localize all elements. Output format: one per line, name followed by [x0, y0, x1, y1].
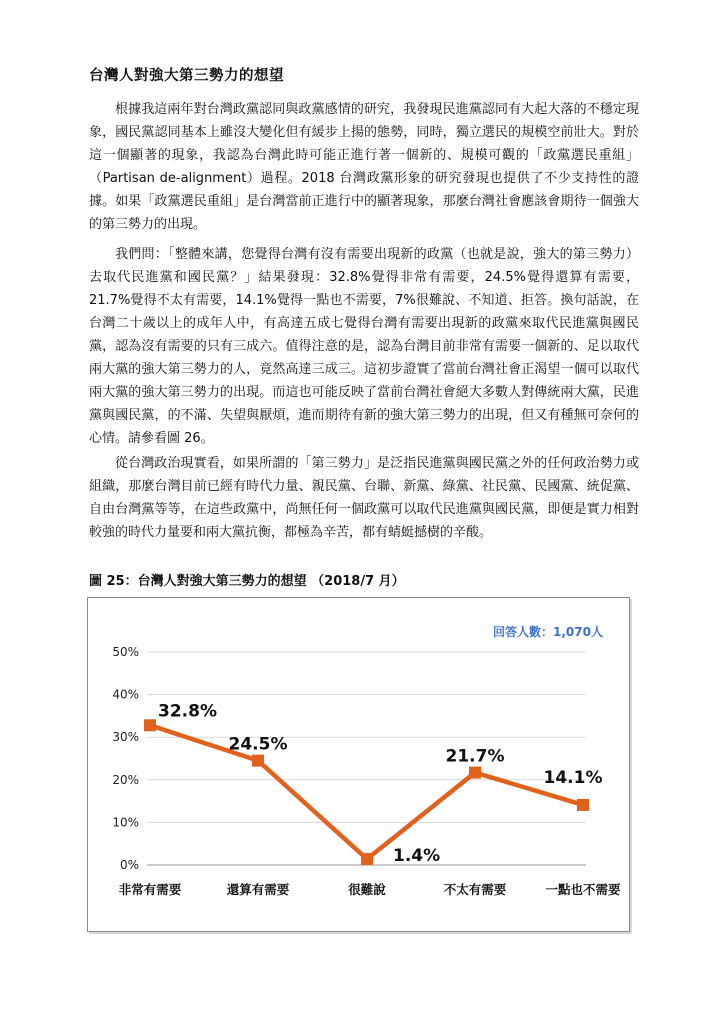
- y-tick-label: 20%: [112, 772, 139, 787]
- section-heading: 台灣人對強大第三勢力的想望: [89, 68, 284, 84]
- data-point: [144, 719, 156, 731]
- body-paragraph: 根據我這兩年對台灣政黨認同與政黨感情的研究，我發現民進黨認同有大起大落的不穩定現象，國民黨認同基本上雖沒大變化但有緩步上揚的態勢，同時，獨立選民的規模空前壯大。對於這一個顯著的現象，我認為台灣此時可能正進行著一個新的、規模可觀的「政黨選民重組」（Partisan de-alignment）過程。2018 台灣政黨形象的研究發現也提供了不少支持性的證據。如果「政黨選民重組」是台灣當前正進行中的顯著現象，那麼台灣社會應該會期待一個強大的第三勢力的出現。: [89, 102, 639, 232]
- data-point: [577, 799, 589, 811]
- y-tick-label: 0%: [119, 858, 139, 872]
- data-point: [361, 853, 373, 865]
- x-category-label: 不太有需要: [443, 882, 507, 897]
- series-line: [150, 725, 583, 859]
- respondents-note: 回答人數：1,070人: [493, 625, 603, 639]
- x-category-label: 還算有需要: [226, 882, 290, 897]
- x-category-label: 很難說: [348, 882, 386, 897]
- data-label: 21.7%: [445, 746, 505, 767]
- data-point: [252, 755, 264, 767]
- y-tick-label: 40%: [112, 687, 139, 702]
- data-label: 14.1%: [543, 767, 603, 788]
- y-tick-label: 10%: [112, 815, 139, 830]
- x-category-label: 一點也不需要: [545, 882, 621, 897]
- data-point: [469, 767, 481, 779]
- x-category-label: 非常有需要: [118, 882, 182, 897]
- body-paragraph: 從台灣政治現實看，如果所謂的「第三勢力」是泛指民進黨與國民黨之外的任何政治勢力或組織，那麼台灣目前已經有時代力量、親民黨、台聯、新黨、綠黨、社民黨、民國黨、統促黨、自由台灣黨等等，在這些政黨中，尚無任何一個政黨可以取代民進黨與國民黨，即便是實力相對較強的時代力量要和兩大黨抗衡，都極為辛苦，都有蜻蜓撼樹的辛酸。: [89, 456, 639, 540]
- body-paragraph: 我們問：「整體來講，您覺得台灣有沒有需要出現新的政黨（也就是說，強大的第三勢力）去取代民進黨和國民黨？」結果發現：32.8%覺得非常有需要，24.5%覺得還算有需要，21.7%覺得不太有需要，14.1%覺得一點也不需要，7%很難說、不知道、拒答。換句話說，在台灣二十歲以上的成年人中，有高達五成七覺得台灣有需要出現新的政黨來取代民進黨與國民黨，認為沒有需要的只有三成六。值得注意的是，認為台灣目前非常有需要一個新的、足以取代兩大黨的強大第三勢力的人，竟然高達三成三。這初步證實了當前台灣社會正渴望一個可以取代兩大黨的強大第三勢力的出現。而這也可能反映了當前台灣社會絕大多數人對傳統兩大黨，民進黨與國民黨，的不滿、失望與厭煩，進而期待有新的強大第三勢力的出現，但又有種無可奈何的心情。請參看圖 26。: [89, 247, 639, 446]
- y-tick-label: 50%: [112, 645, 139, 659]
- y-tick-label: 30%: [112, 730, 139, 745]
- line-chart: [87, 597, 628, 930]
- figure-title: 圖 25：台灣人對強大第三勢力的想望 （2018/7 月）: [89, 574, 405, 589]
- data-label: 24.5%: [228, 734, 288, 755]
- data-label: 1.4%: [393, 846, 441, 867]
- data-label: 32.8%: [158, 701, 217, 722]
